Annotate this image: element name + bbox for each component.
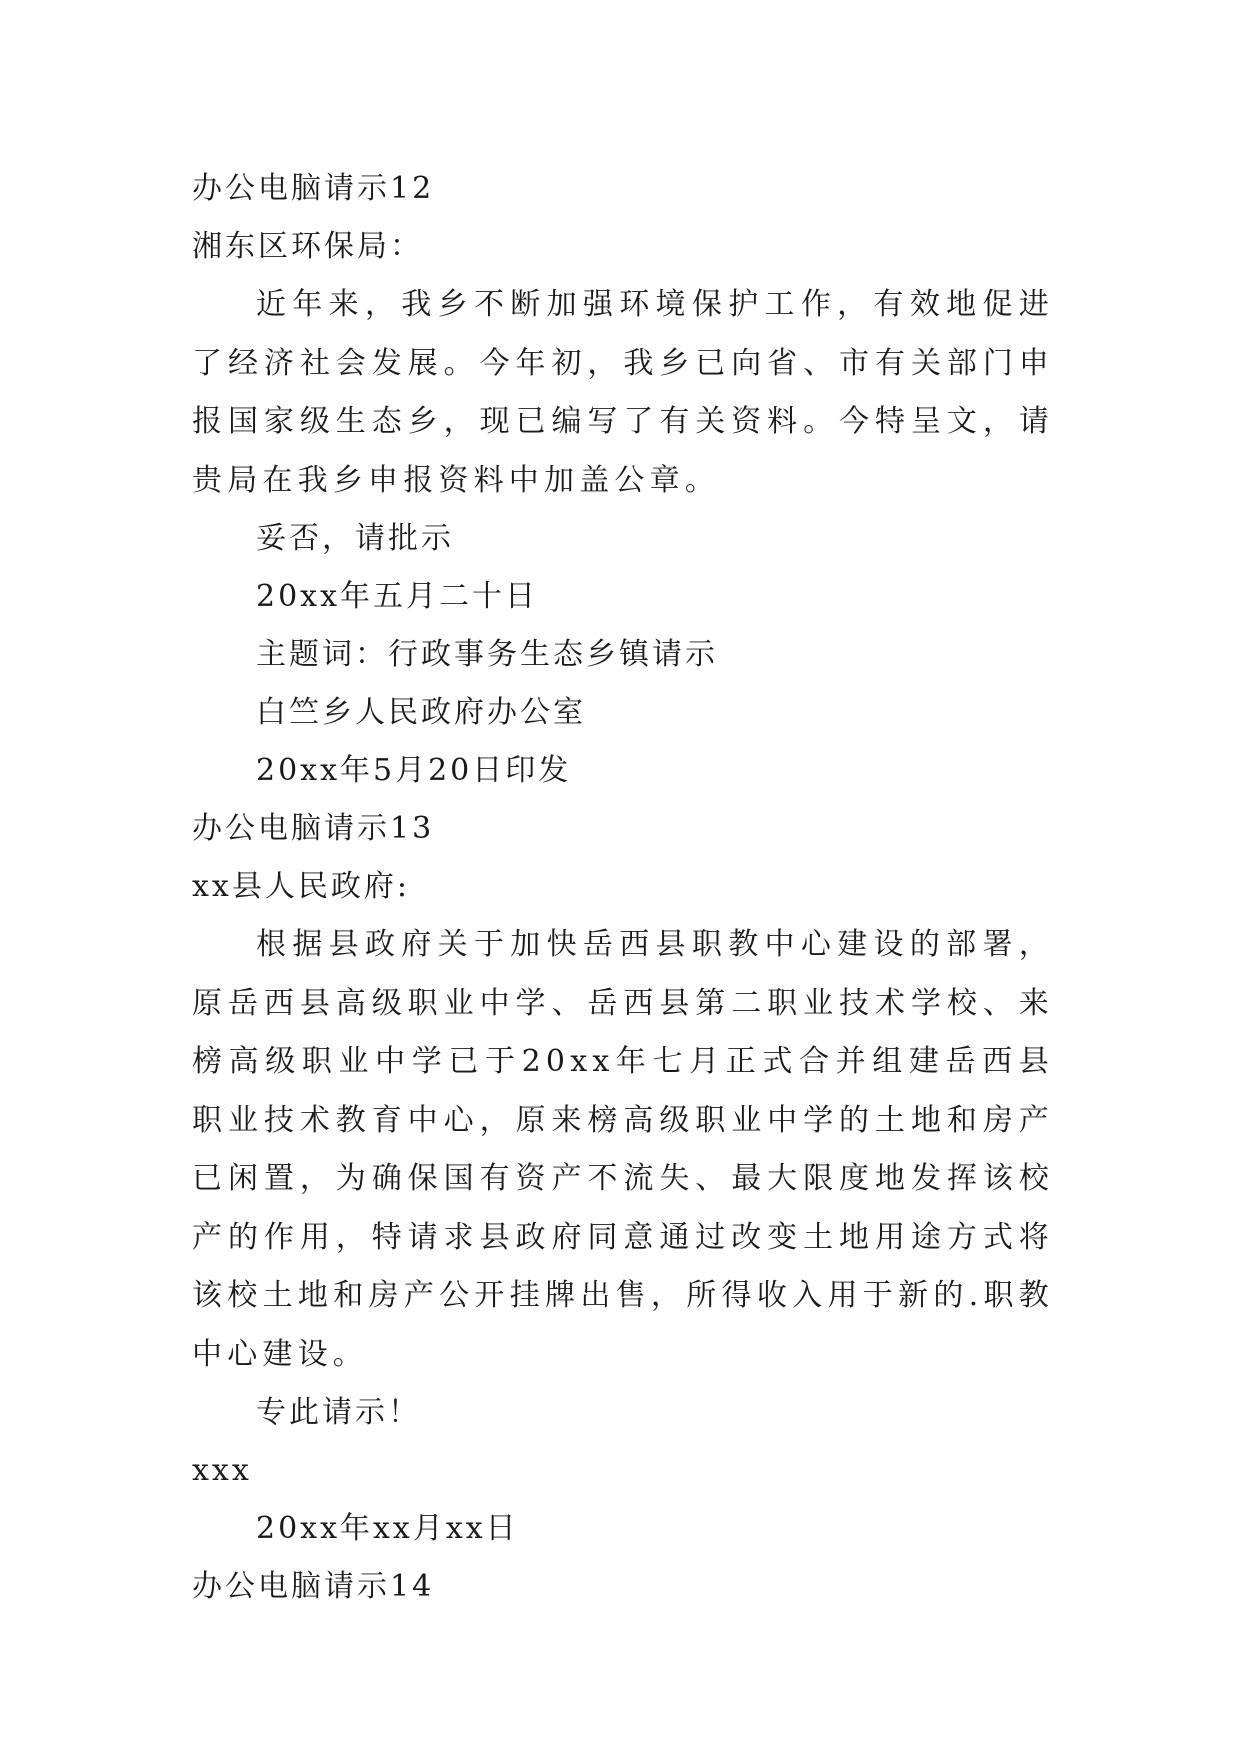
body-paragraph: 根据县政府关于加快岳西县职教中心建设的部署，原岳西县高级职业中学、岳西县第二职业技术学校、来榜高级职业中学已于20xx年七月正式合并组建岳西县职业技术教育中心，原来榜高级职业中学的土地和房产已闲置，为确保国有资产不流失、最大限度地发挥该校产的作用，特请求县政府同意通过改变土地用途方式将该校土地和房产公开挂牌出售，所得收入用于新的.职教中心建设。 <box>192 927 1054 1372</box>
date-line: 20xx年五月二十日 <box>256 579 539 614</box>
keywords-line: 主题词：行政事务生态乡镇请示 <box>256 637 718 672</box>
section-title: 办公电脑请示14 <box>192 1569 435 1604</box>
closing-line: 专此请示！ <box>256 1395 421 1430</box>
closing-line: 妥否，请批示 <box>256 521 454 556</box>
print-date-line: 20xx年5月20日印发 <box>256 753 572 788</box>
signer-line: xxx <box>192 1453 252 1488</box>
recipient: 湘东区环保局： <box>192 229 423 264</box>
section-title: 办公电脑请示13 <box>192 811 435 846</box>
document-content <box>192 160 1054 1616</box>
issuer-line: 白竺乡人民政府办公室 <box>256 695 586 730</box>
recipient: xx县人民政府: <box>192 869 410 904</box>
body-paragraph: 近年来，我乡不断加强环境保护工作，有效地促进了经济社会发展。今年初，我乡已向省、市有关部门申报国家级生态乡，现已编写了有关资料。今特呈文，请贵局在我乡申报资料中加盖公章。 <box>192 287 1054 498</box>
section-title: 办公电脑请示12 <box>192 171 435 206</box>
date-line: 20xx年xx月xx日 <box>256 1511 519 1546</box>
